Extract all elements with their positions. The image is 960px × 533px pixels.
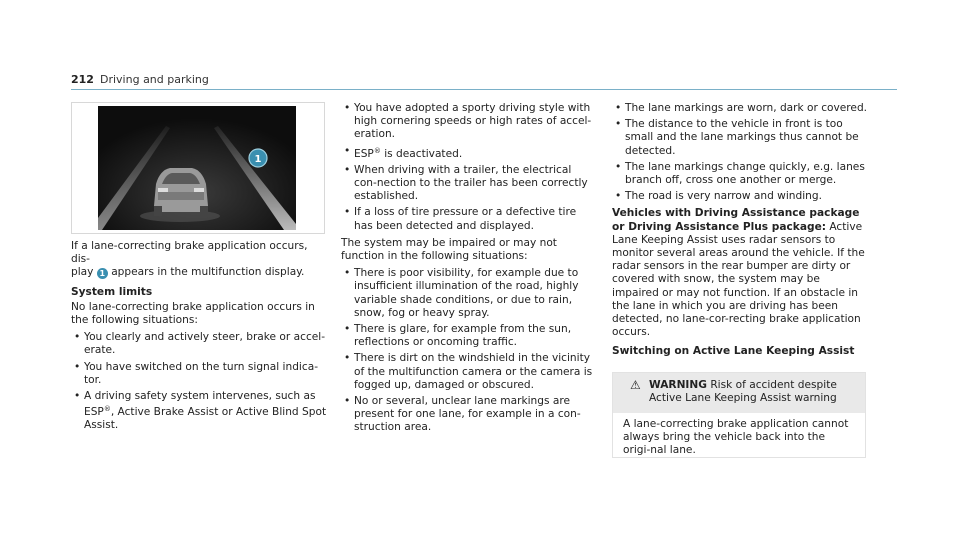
list-no-brake [71,331,327,432]
list-impaired-cont [612,102,870,203]
paragraph-no-brake: No lane-correcting brake application occurs in the following situations: [71,300,315,327]
list-item: • A driving safety system intervenes, such as ESP®, Active Brake Assist or Active Blind Spot Assist. [71,390,327,433]
figure-lane-assist [71,102,325,234]
list-item: • You have switched on the turn signal indica-tor. [71,361,327,387]
list-item: • You clearly and actively steer, brake or accel-erate. [71,331,327,357]
heading-system-limits: System limits [71,285,153,298]
heading-switching-on: Switching on Active Lane Keeping Assist [612,345,855,358]
list-item: • There is glare, for example from the sun, reflections or oncoming traffic. [341,323,597,349]
list-item: • The lane markings are worn, dark or covered. [612,102,870,115]
paragraph-vehicles: Vehicles with Driving Assistance package or Driving Assistance Plus package: Active Lane Keeping Assist uses radar sensors to monitor several areas around the vehicle. If the radar sensors in the rear bumper are dirty or covered with snow, the system may be impaired or may not function. If an obstacle in the lane in which you are driving has been detected, no lane-cor-recting brake application occurs. [612,207,865,339]
list-no-brake-cont [341,102,597,233]
list-item: • If a loss of tire pressure or a defective tire has been detected and displayed. [341,206,597,232]
list-item: • The distance to the vehicle in front is too small and the lane markings thus cannot be detected. [612,118,870,158]
callout-number: 1 [254,154,262,165]
warning-title: WARNING Risk of accident despite Active Lane Keeping Assist warning [649,379,837,404]
list-item: • You have adopted a sporty driving style with high cornering speeds or high rates of accel-eration. [341,102,597,142]
page-header [71,73,897,90]
list-item: • No or several, unclear lane markings are present for one lane, for example in a con-struction area. [341,395,597,435]
list-item: • There is poor visibility, for example due to insufficient illumination of the road, highly variable shade conditions, or due to rain, snow, fog or heavy spray. [341,267,597,320]
page-number: 212 [71,73,94,86]
list-item: • There is dirt on the windshield in the vicinity of the multifunction camera or the camera is fogged up, damaged or obscured. [341,352,597,392]
warning-triangle-icon: ⚠ [630,378,641,392]
car-rear-icon [154,168,208,216]
column-1 [71,240,327,437]
warning-header [613,373,865,413]
list-item: • The road is very narrow and winding. [612,190,870,203]
warning-box [612,372,866,458]
list-impaired [341,267,597,434]
list-item: • ESP® is deactivated. [341,145,597,161]
section-title: Driving and parking [100,73,209,86]
list-item: • The lane markings change quickly, e.g. lanes branch off, cross one another or merge. [612,161,870,187]
column-3 [612,102,870,361]
list-item: • When driving with a trailer, the electrical con-nection to the trailer has been correctly established. [341,164,597,204]
car-road-illustration [98,106,296,230]
warning-body: A lane-correcting brake application cannot always bring the vehicle back into the origi-nal lane. [623,418,849,456]
paragraph-impaired: The system may be impaired or may not function in the following situations: [341,236,557,263]
display-screen [98,106,296,230]
callout-badge-icon: 1 [97,268,108,279]
intro-paragraph: If a lane-correcting brake application occurs, dis- play 1 appears in the multifunction display. [71,240,308,279]
column-2 [341,102,597,439]
